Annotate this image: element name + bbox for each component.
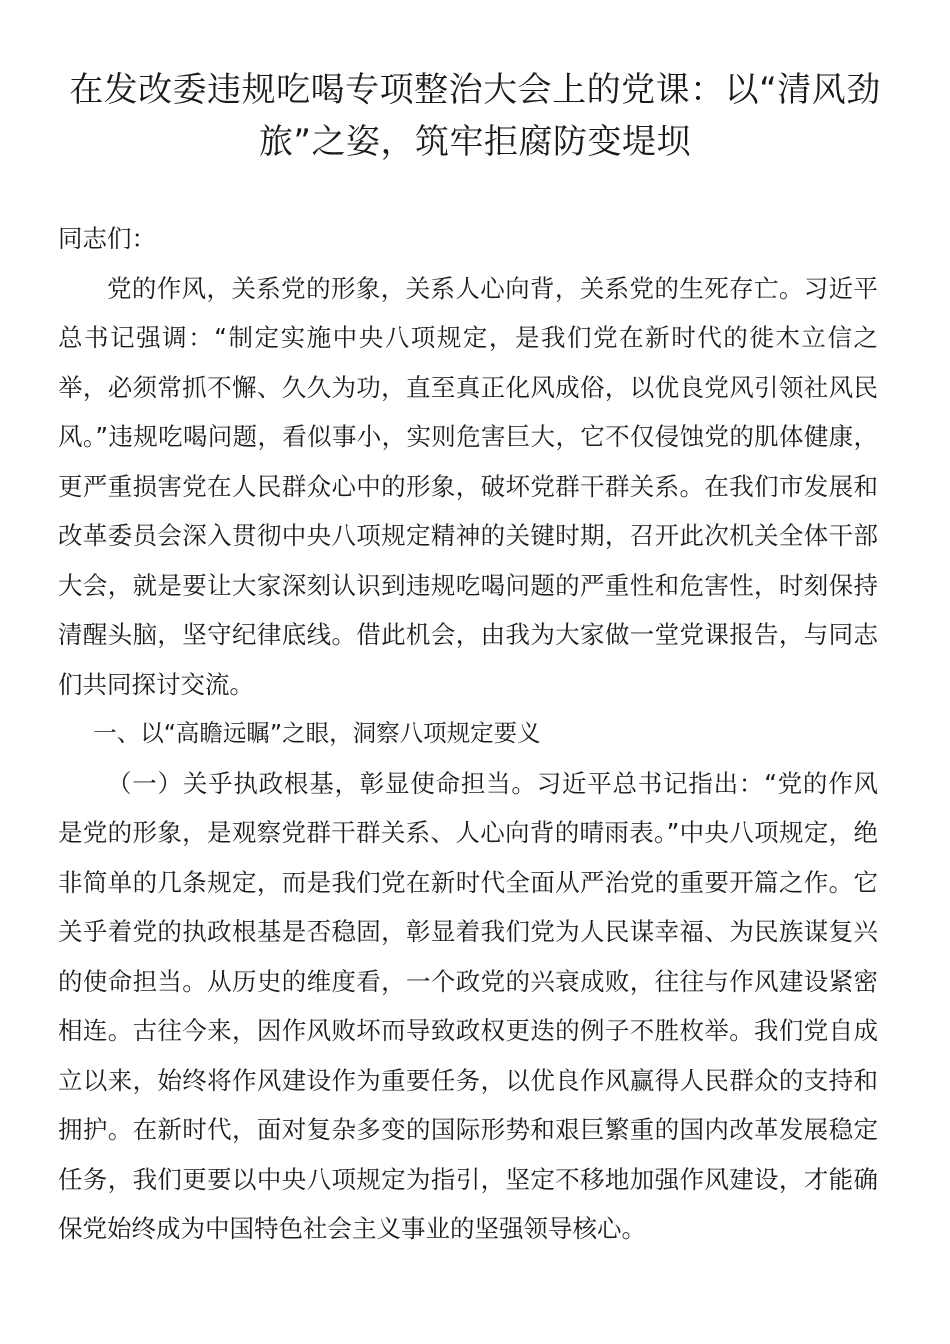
salutation: 同志们： <box>58 224 156 253</box>
subsection-paragraph: （一）关乎执政根基，彰显使命担当。习近平总书记指出：“党的作风是党的形象，是观察党群干群关系、人心向背的晴雨表。”中央八项规定，绝非简单的几条规定，而是我们党在新时代全面从严治党的重要开篇之作。它关乎着党的执政根基是否稳固，彰显着我们党为人民谋幸福、为民族谋复兴的使命担当。从历史的维度看，一个政党的兴衰成败，往往与作风建设紧密相连。古往今来，因作风败坏而导致政权更迭的例子不胜枚举。我们党自成立以来，始终将作风建设作为重要任务，以优良作风赢得人民群众的支持和拥护。在新时代，面对复杂多变的国际形势和艰巨繁重的国内改革发展稳定任务，我们更要以中央八项规定为指引，坚定不移地加强作风建设，才能确保党始终成为中国特色社会主义事业的坚强领导核心。 <box>58 768 878 1243</box>
section-heading: 一、以“高瞻远瞩”之眼，洞察八项规定要义 <box>93 719 541 747</box>
document-title: 在发改委违规吃喝专项整治大会上的党课：以“清风劲旅”之姿，筑牢拒腐防变堤坝 <box>69 70 881 162</box>
document-body <box>58 214 878 1254</box>
intro-paragraph: 党的作风，关系党的形象，关系人心向背，关系党的生死存亡。习近平总书记强调：“制定实施中央八项规定，是我们党在新时代的徙木立信之举，必须常抓不懈、久久为功，直至真正化风成俗，以优良党风引领社风民风。”违规吃喝问题，看似事小，实则危害巨大，它不仅侵蚀党的肌体健康，更严重损害党在人民群众心中的形象，破坏党群干群关系。在我们市发展和改革委员会深入贯彻中央八项规定精神的关键时期，召开此次机关全体干部大会，就是要让大家深刻认识到违规吃喝问题的严重性和危害性，时刻保持清醒头脑，坚守纪律底线。借此机会，由我为大家做一堂党课报告，与同志们共同探讨交流。 <box>58 273 878 699</box>
